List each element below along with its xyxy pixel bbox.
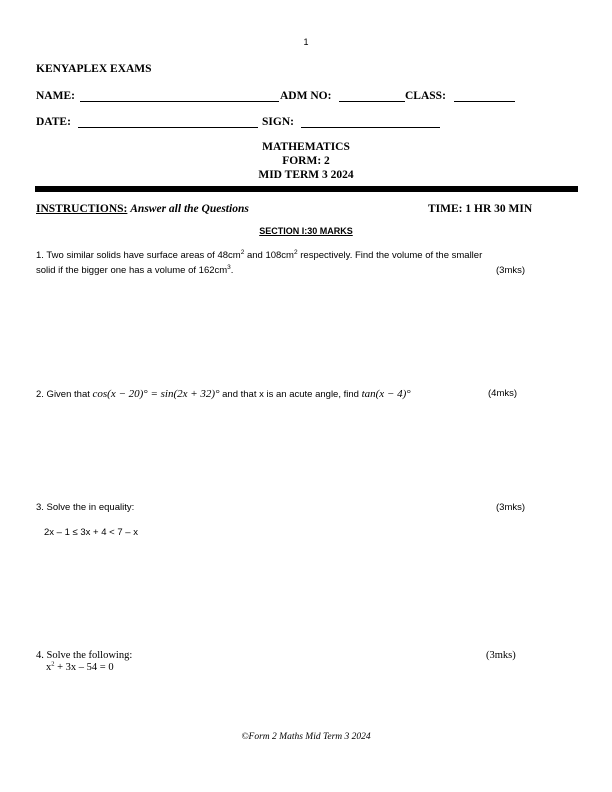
subject-title: MATHEMATICS (262, 141, 350, 153)
class-field-line[interactable] (454, 101, 515, 102)
question-4-marks: (3mks) (486, 650, 516, 661)
header-divider (35, 186, 578, 192)
date-label: DATE: (36, 116, 71, 128)
instructions-text: Answer all the Questions (130, 203, 249, 215)
date-field-line[interactable] (78, 127, 258, 128)
question-3-marks: (3mks) (496, 502, 526, 513)
question-4: 4. Solve the following: (36, 650, 133, 661)
question-2-expression-2: tan(x − 4)° (361, 388, 411, 400)
question-4-equation: $x^2 + 3x - 54 = 0$ (46, 660, 114, 673)
term-title: MID TERM 3 2024 (258, 169, 354, 181)
name-label: NAME: (36, 90, 75, 102)
instructions-label: INSTRUCTIONS: (36, 203, 128, 215)
instructions-line (36, 203, 249, 215)
name-field-line[interactable] (80, 101, 279, 102)
question-3: 3. Solve the in equality: (36, 502, 135, 513)
footer-text: ©Form 2 Maths Mid Term 3 2024 (241, 732, 371, 742)
question-2-marks: (4mks) (488, 388, 518, 399)
question-1-line-2: solid if the bigger one has a volume of $162cm^3$. (36, 263, 234, 276)
page-number: 1 (303, 37, 309, 47)
sign-field-line[interactable] (301, 127, 440, 128)
question-1-marks: (3mks) (496, 265, 526, 276)
exam-time: TIME: 1 HR 30 MIN (428, 203, 533, 215)
adm-no-field-line[interactable] (339, 101, 405, 102)
question-3-inequality: 2x – 1 ≤ 3x + 4 < 7 – x (44, 527, 138, 538)
section-heading: SECTION I:30 MARKS (259, 226, 353, 236)
form-title: FORM: 2 (282, 155, 330, 167)
school-name: KENYAPLEX EXAMS (36, 63, 152, 75)
class-label: CLASS: (405, 90, 446, 102)
question-2: 2. Given that cos(x − 20)° = sin(2x + 32)° and that x is an acute angle, find tan(x − 4)° (36, 388, 411, 400)
sign-label: SIGN: (262, 116, 294, 128)
question-2-expression-1: cos(x − 20)° = sin(2x + 32)° (92, 388, 220, 400)
question-1-line-1: 1. Two similar solids have surface areas of $48cm^2$ and $108cm^2$ respectively. Find the volume of the smaller (36, 248, 483, 261)
adm-no-label: ADM NO: (280, 90, 332, 102)
